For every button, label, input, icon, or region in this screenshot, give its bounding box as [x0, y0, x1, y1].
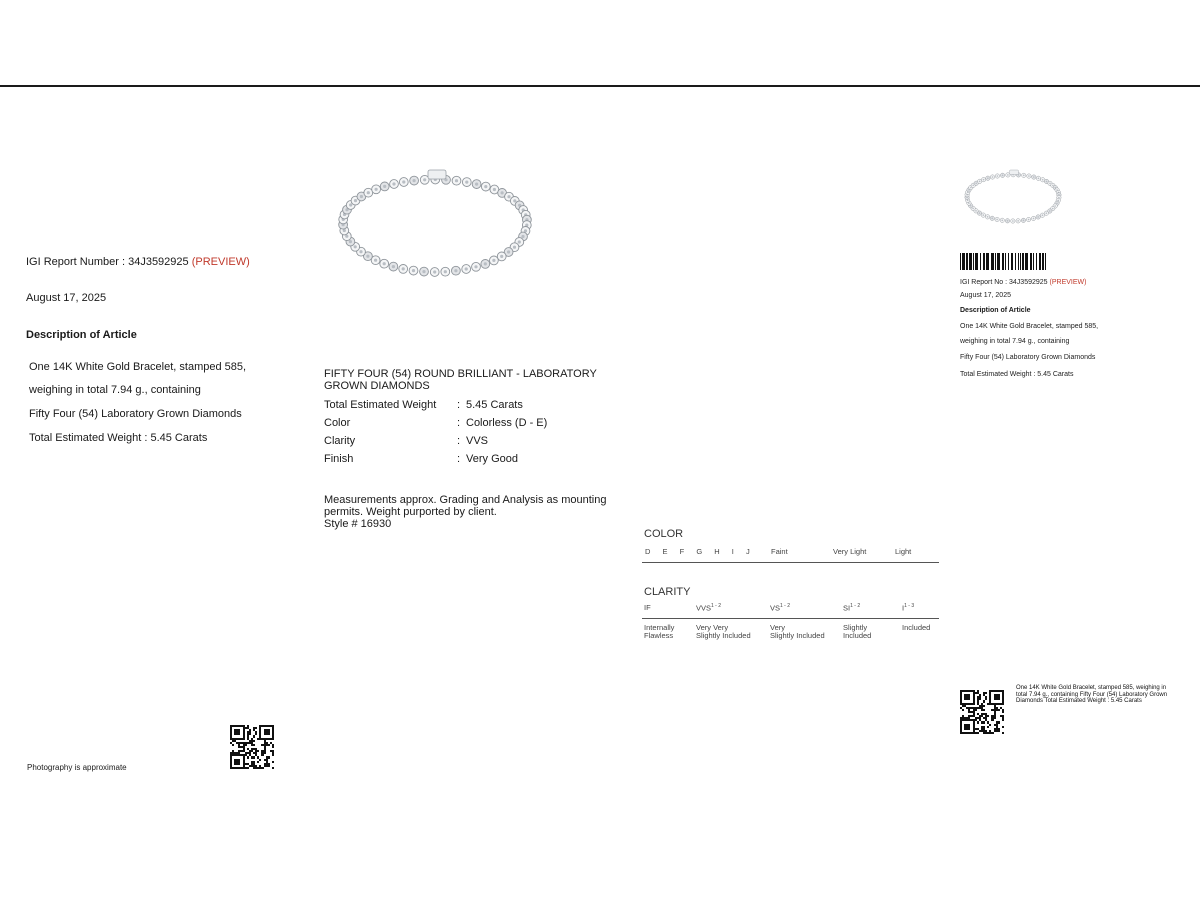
spec-sep: :	[457, 453, 461, 465]
description-line: Fifty Four (54) Laboratory Grown Diamonds	[29, 408, 242, 420]
clarity-description	[902, 624, 930, 632]
diamond-facet	[492, 259, 495, 262]
spec-value: Very Good	[466, 453, 518, 465]
diamond-facet	[513, 199, 516, 202]
diamond-facet	[518, 240, 521, 243]
diamond-facet	[366, 255, 369, 258]
card-report-label: IGI Report No : 34J3592925	[960, 279, 1048, 286]
diamond-facet	[454, 269, 457, 272]
spec-key: Color	[324, 417, 351, 429]
diamond-facet	[1002, 175, 1004, 177]
diamond-facet	[422, 270, 425, 273]
diamond-facet	[1007, 174, 1009, 176]
diamond-facet	[507, 250, 510, 253]
clarity-desc: Very Very	[696, 623, 729, 632]
qr-code-icon	[230, 725, 274, 769]
diamond-facet	[983, 179, 985, 181]
diamond-facet	[1049, 210, 1051, 212]
diamond-facet	[493, 188, 496, 191]
stub-description: One 14K White Gold Bracelet, stamped 585, weighing in total 7.94 g., containing Fifty Four (54) Laboratory Grown Diamonds Total Estimated Weight : 5.45 Carats	[1016, 685, 1168, 704]
clarity-scale-rule	[642, 618, 939, 619]
color-letter: H	[714, 547, 720, 556]
clarity-desc: Included	[843, 631, 872, 640]
color-letter: G	[696, 547, 703, 556]
diamond-facet	[1033, 218, 1035, 220]
diamond-facet	[513, 246, 516, 249]
color-scale-letters	[645, 547, 750, 556]
notes-text: Measurements approx. Grading and Analysis as mounting permits. Weight purported by client.	[324, 494, 607, 518]
clarity-desc: Slightly	[843, 623, 868, 632]
diamond-facet	[983, 214, 985, 216]
diamond-facet	[1037, 216, 1039, 218]
diamond-facet	[1038, 178, 1040, 180]
card-description-line: Fifty Four (54) Laboratory Grown Diamonds	[960, 354, 1096, 361]
diamond-facet	[979, 181, 981, 183]
diamond-facet	[1023, 220, 1025, 222]
diamond-facet	[383, 262, 386, 265]
clarity-desc: Very	[770, 623, 786, 632]
diamond-facet	[992, 176, 994, 178]
diamond-facet	[1042, 179, 1044, 181]
spec-key: Clarity	[324, 435, 356, 447]
diamond-facet	[354, 245, 357, 248]
style-number: Style # 16930	[324, 518, 392, 530]
report-number-label: IGI Report Number : 34J3592925	[26, 256, 189, 268]
diamond-facet	[349, 203, 352, 206]
clarity-sup: 1 - 3	[904, 603, 915, 609]
diamond-facet	[444, 270, 447, 273]
clarity-description	[770, 624, 825, 640]
clarity-sup: 1 - 2	[780, 603, 791, 609]
clarity-desc: Included	[902, 623, 931, 632]
card-date: August 17, 2025	[960, 292, 1011, 299]
color-very-light-label: Very Light	[833, 547, 867, 556]
clarity-desc: Flawless	[644, 631, 674, 640]
clarity-grade	[770, 603, 790, 613]
diamond-facet	[413, 179, 416, 182]
color-letter: I	[731, 547, 734, 556]
diamond-facet	[987, 177, 989, 179]
description-line: weighing in total 7.94 g., containing	[29, 384, 201, 396]
diamond-facet	[360, 195, 363, 198]
diamond-facet	[1028, 175, 1030, 177]
photography-note: Photography is approximate	[27, 763, 127, 772]
color-scale-title: COLOR	[644, 528, 684, 540]
diamond-facet	[979, 212, 981, 214]
diamond-facet	[500, 255, 503, 258]
diamond-facet	[1054, 205, 1056, 207]
card-description-line: One 14K White Gold Bracelet, stamped 585,	[960, 323, 1099, 330]
spec-key: Finish	[324, 453, 354, 465]
qr-module	[272, 767, 274, 769]
diamond-facet	[507, 195, 510, 198]
clarity-code: I	[902, 603, 905, 613]
clarity-description	[843, 624, 871, 640]
diamond-facet	[1012, 220, 1014, 222]
barcode-gap	[1046, 253, 1048, 270]
diamond-facet	[455, 179, 458, 182]
diamond-facet	[991, 218, 993, 220]
card-report-number	[960, 279, 1086, 286]
diamond-facet	[1028, 219, 1030, 221]
clasp-shape	[1010, 170, 1019, 175]
diamond-facet	[1042, 214, 1044, 216]
diamond-facet	[1046, 181, 1048, 183]
clarity-description	[644, 624, 674, 640]
diamond-facet	[484, 262, 487, 265]
spec-sep: :	[457, 417, 461, 429]
color-letter: J	[745, 547, 750, 556]
clarity-description	[696, 624, 751, 640]
spec-sep: :	[457, 435, 461, 447]
top-rule	[0, 85, 1200, 87]
diamond-facet	[996, 219, 998, 221]
center-heading: FIFTY FOUR (54) ROUND BRILLIANT - LABORATORY GROWN DIAMONDS	[324, 368, 597, 392]
diamond-facet	[1033, 176, 1035, 178]
clarity-grade	[696, 603, 721, 613]
diamond-facet	[484, 185, 487, 188]
diamond-facet	[359, 250, 362, 253]
clarity-desc: Slightly Included	[696, 631, 751, 640]
diamond-facet	[392, 182, 395, 185]
qr-code-icon	[960, 690, 1004, 734]
spec-row	[324, 450, 547, 468]
report-date: August 17, 2025	[26, 292, 107, 304]
clarity-code: SI	[843, 603, 851, 613]
diamond-facet	[465, 181, 468, 184]
report-number	[26, 256, 250, 268]
diamond-facet	[1056, 202, 1058, 204]
color-letter: E	[662, 547, 668, 556]
diamond-facet	[970, 187, 972, 189]
diamond-facet	[402, 180, 405, 183]
color-letter: D	[645, 547, 651, 556]
spec-row	[324, 414, 547, 432]
diamond-facet	[349, 240, 352, 243]
diamond-facet	[1001, 220, 1003, 222]
measurement-notes	[324, 494, 614, 530]
diamond-facet	[1052, 208, 1054, 210]
clarity-desc: Slightly Included	[770, 631, 825, 640]
diamond-facet	[975, 210, 977, 212]
diamond-facet	[970, 205, 972, 207]
diamond-facet	[433, 270, 436, 273]
clarity-desc: Internally	[644, 623, 675, 632]
spec-value: VVS	[466, 435, 489, 447]
clarity-code: IF	[644, 603, 651, 612]
card-description-heading: Description of Article	[960, 307, 1031, 314]
diamond-facet	[402, 267, 405, 270]
clasp-shape	[428, 170, 446, 179]
clarity-sup: 1 - 2	[850, 603, 861, 609]
diamond-facet	[1052, 185, 1054, 187]
spec-key: Total Estimated Weight	[324, 399, 437, 411]
clarity-grade	[843, 603, 860, 613]
diamond-facet	[1017, 220, 1019, 222]
diamond-facet	[412, 269, 415, 272]
spec-value: 5.45 Carats	[466, 399, 523, 411]
color-light-label: Light	[895, 547, 912, 556]
description-line: Total Estimated Weight : 5.45 Carats	[29, 432, 208, 444]
diamond-facet	[367, 191, 370, 194]
spec-table	[324, 396, 547, 468]
clarity-grade	[644, 603, 651, 612]
diamond-facet	[987, 216, 989, 218]
clarity-grade	[902, 603, 914, 613]
description-heading: Description of Article	[26, 329, 137, 341]
diamond-facet	[1046, 212, 1048, 214]
spec-sep: :	[457, 399, 461, 411]
bracelet-photo	[335, 160, 535, 290]
card-description-line: weighing in total 7.94 g., containing	[960, 338, 1070, 345]
clarity-scale-title: CLARITY	[644, 586, 691, 598]
qr-module	[1002, 732, 1004, 734]
diamond-facet	[475, 183, 478, 186]
clarity-sup: 1 - 2	[711, 603, 722, 609]
spec-row	[324, 432, 547, 450]
clarity-code: VS	[770, 603, 781, 613]
diamond-facet	[374, 259, 377, 262]
diamond-facet	[354, 199, 357, 202]
color-scale-rule	[642, 562, 939, 563]
diamond-facet	[392, 265, 395, 268]
diamond-facet	[997, 175, 999, 177]
card-preview-badge: (PREVIEW)	[1049, 279, 1087, 286]
diamond-facet	[521, 235, 524, 238]
bracelet-thumbnail	[958, 165, 1068, 230]
diamond-facet	[474, 265, 477, 268]
color-faint-label: Faint	[771, 547, 788, 556]
card-description-line: Total Estimated Weight : 5.45 Carats	[960, 371, 1074, 378]
diamond-facet	[501, 191, 504, 194]
preview-badge: (PREVIEW)	[191, 256, 250, 268]
spec-row	[324, 396, 547, 414]
color-letter: F	[679, 547, 685, 556]
spec-value: Colorless (D - E)	[466, 417, 548, 429]
diamond-facet	[975, 182, 977, 184]
diamond-facet	[972, 185, 974, 187]
diamond-facet	[972, 208, 974, 210]
diamond-facet	[1049, 183, 1051, 185]
description-line: One 14K White Gold Bracelet, stamped 585,	[29, 361, 247, 373]
diamond-facet	[383, 185, 386, 188]
barcode-icon	[960, 253, 1048, 270]
diamond-facet	[375, 188, 378, 191]
clarity-code: VVS	[696, 603, 712, 613]
diamond-facet	[423, 178, 426, 181]
diamond-facet	[1023, 175, 1025, 177]
diamond-facet	[465, 267, 468, 270]
diamond-facet	[1007, 220, 1009, 222]
